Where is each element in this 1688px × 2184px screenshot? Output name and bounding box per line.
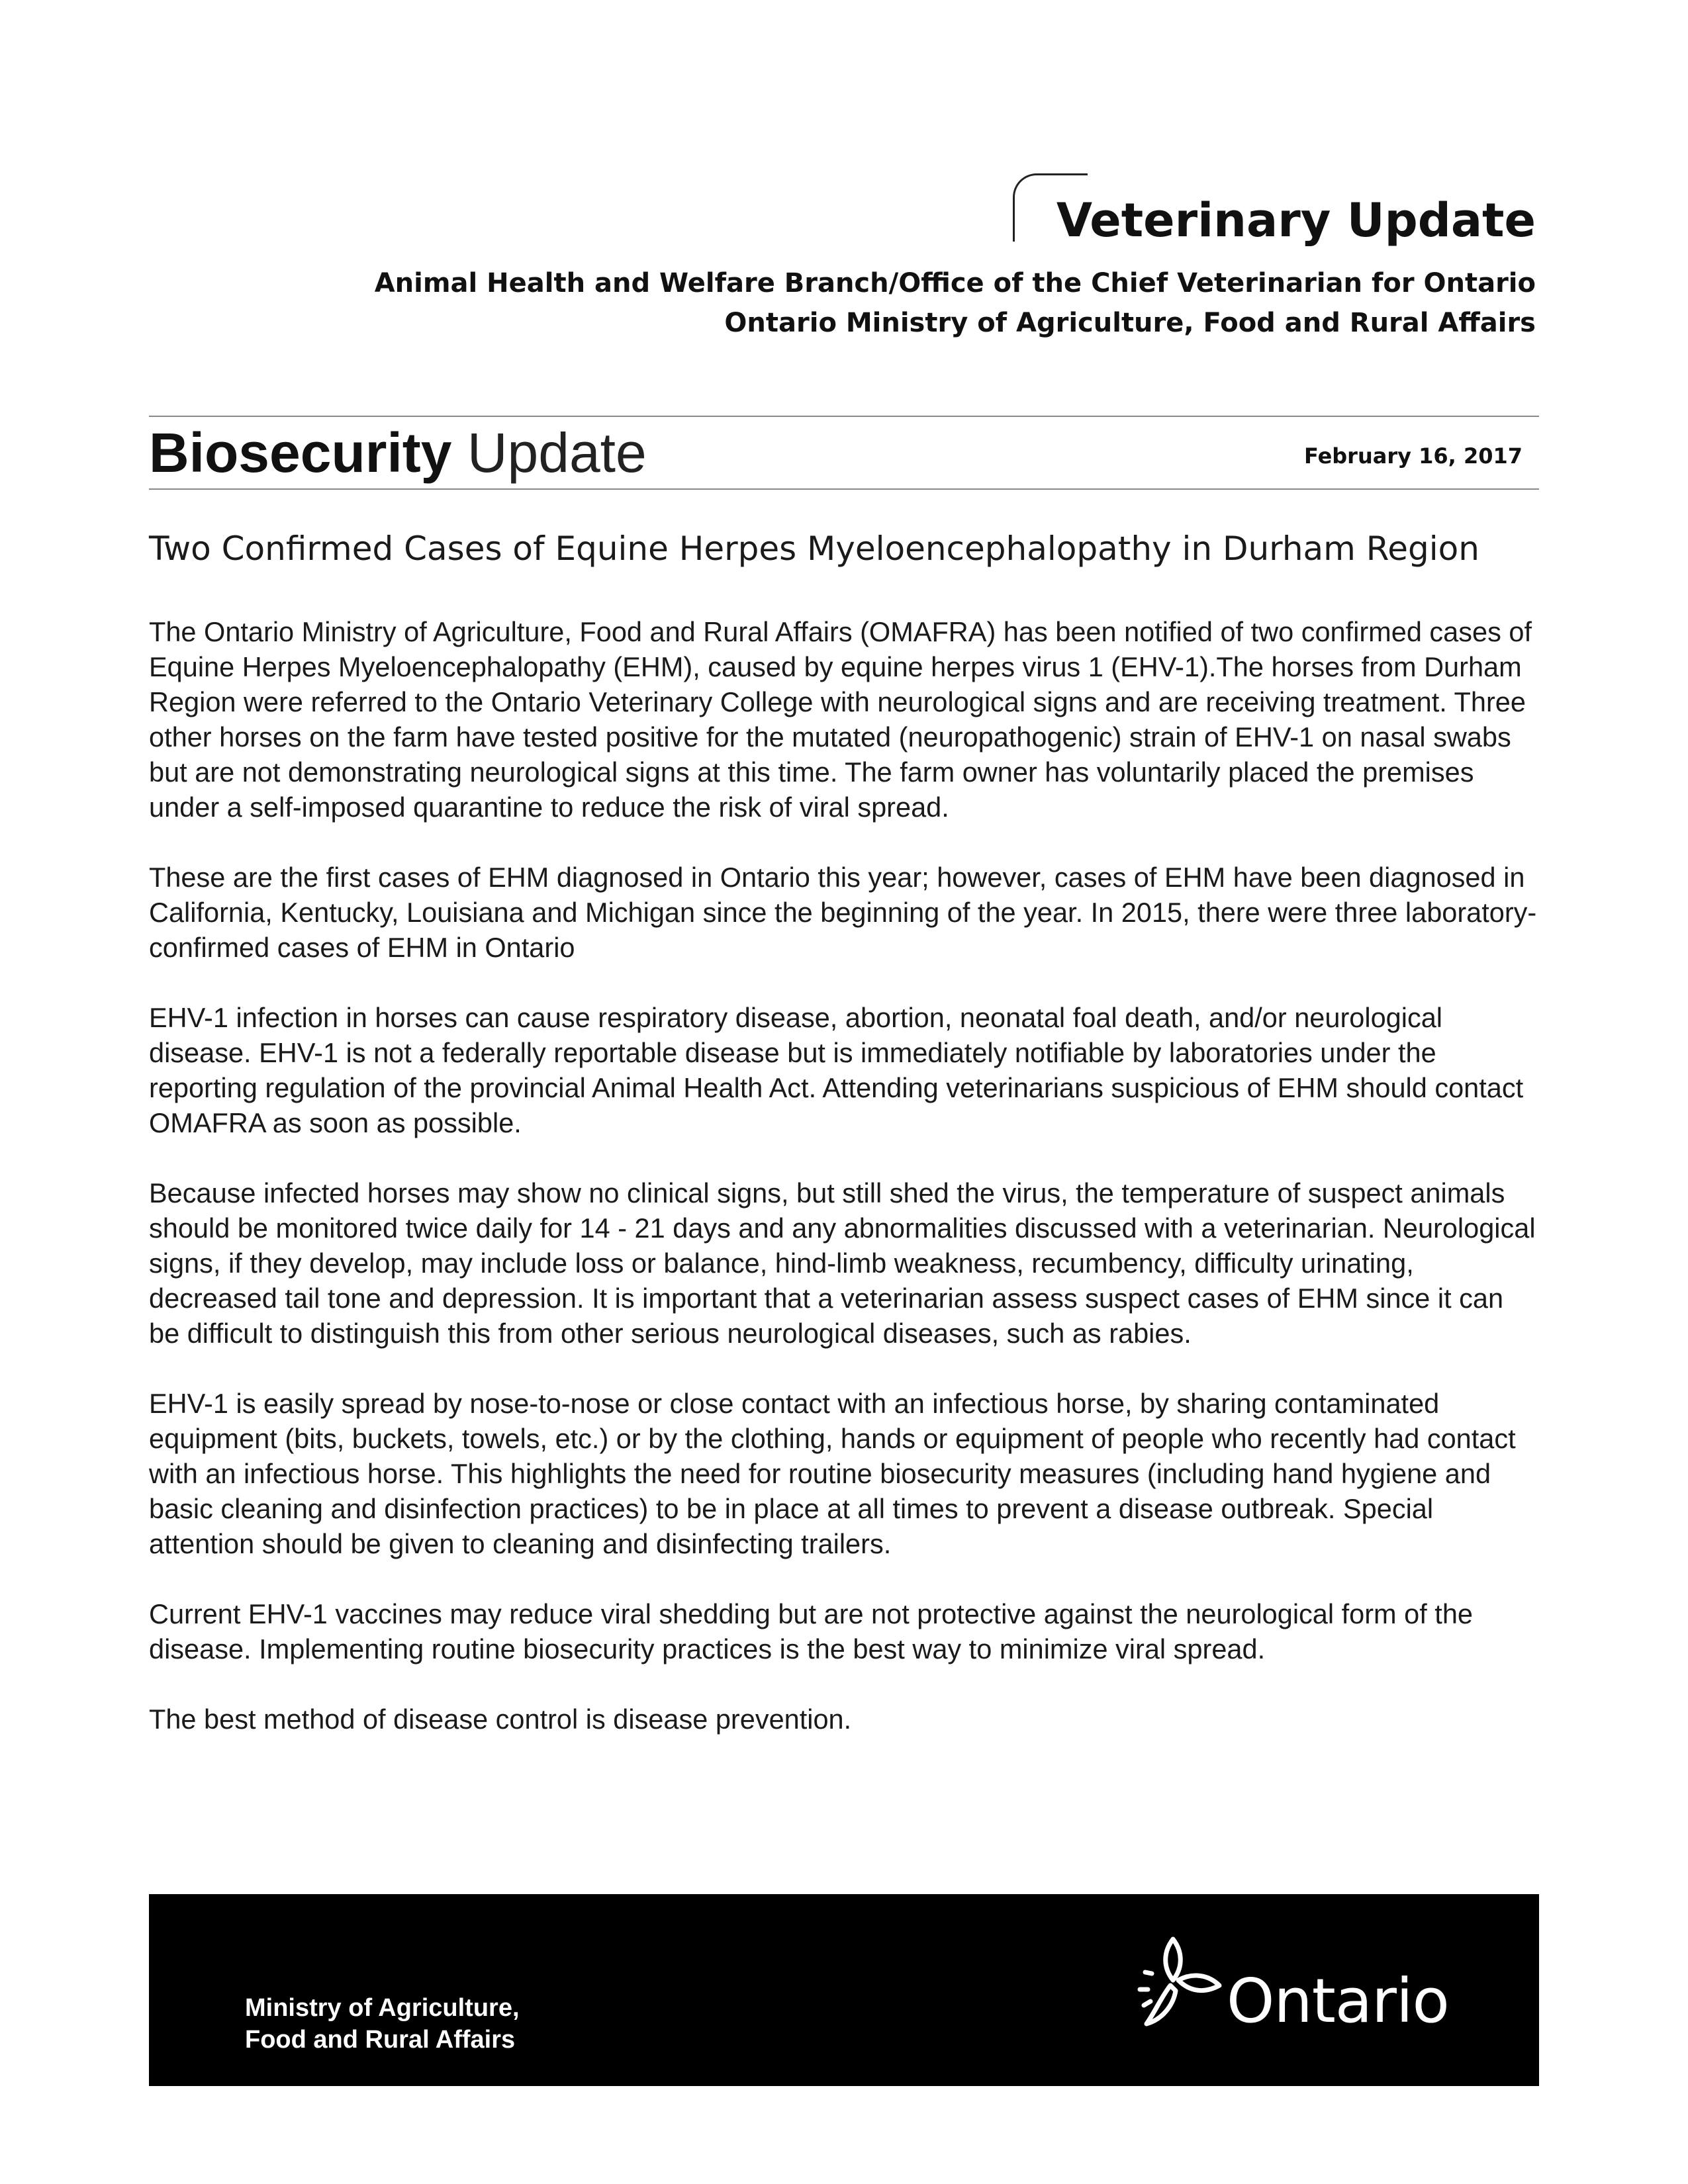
paragraph: The best method of disease control is disease prevention. xyxy=(149,1704,852,1735)
article-headline: Two Confirmed Cases of Equine Herpes Myeloencephalopathy in Durham Region xyxy=(149,529,1479,568)
paragraph: Current EHV-1 vaccines may reduce viral shedding but are not protective against the neurological form of the disease. Implementing routine biosecurity practices is the best way to minimize viral spread. xyxy=(149,1598,1473,1664)
paragraph: The Ontario Ministry of Agriculture, Food and Rural Affairs (OMAFRA) has been notified of two confirmed cases of Equine Herpes Myeloencephalopathy (EHM), caused by equine herpes virus 1 (EHV-1).The horses from Durham Region were referred to the Ontario Veterinary College with neurological signs and are receiving treatment. Three other horses on the farm have tested positive for the mutated (neuropathogenic) strain of EHV-1 on nasal swabs but are not demonstrating neurological signs at this time. The farm owner has voluntarily placed the premises under a self-imposed quarantine to reduce the risk of viral spread. xyxy=(149,616,1532,823)
footer-ministry-name xyxy=(245,1992,520,2056)
paragraph: Because infected horses may show no clinical signs, but still shed the virus, the temperature of suspect animals should be monitored twice daily for 14 - 21 days and any abnormalities discussed with a veterinarian. Neurological signs, if they develop, may include loss or balance, hind-limb weakness, recumbency, difficulty urinating, decreased tail tone and depression. It is important that a veterinarian assess suspect cases of EHM since it can be difficult to distinguish this from other serious neurological diseases, such as rabies. xyxy=(149,1177,1536,1349)
footer-banner xyxy=(149,1894,1539,2086)
footer-ministry-line: Ministry of Agriculture, xyxy=(245,1994,520,2022)
publication-title: Veterinary Update xyxy=(1056,193,1536,248)
banner-title-light: Update xyxy=(467,422,647,484)
banner-top-rule xyxy=(149,416,1539,417)
ontario-wordmark: Ontario xyxy=(1227,1966,1449,2036)
trillium-icon xyxy=(1132,1933,1225,2032)
paragraph: EHV-1 is easily spread by nose-to-nose or close contact with an infectious horse, by sharing contaminated equipment (bits, buckets, towels, etc.) or by the clothing, hands or equipment of people who recently had contact with an infectious horse. This highlights the need for routine biosecurity measures (including hand hygiene and basic cleaning and disinfection practices) to be in place at all times to prevent a disease outbreak. Special attention should be given to cleaning and disinfecting trailers. xyxy=(149,1388,1516,1559)
footer-ministry-line: Food and Rural Affairs xyxy=(245,2026,516,2054)
issue-date: February 16, 2017 xyxy=(1304,443,1523,469)
branch-name: Animal Health and Welfare Branch/Office of the Chief Veterinarian for Ontario xyxy=(374,268,1536,298)
banner-bottom-rule xyxy=(149,488,1539,490)
article-body xyxy=(149,614,1539,1772)
ministry-name: Ontario Ministry of Agriculture, Food and Rural Affairs xyxy=(724,308,1536,338)
paragraph: These are the first cases of EHM diagnosed in Ontario this year; however, cases of EHM have been diagnosed in California, Kentucky, Louisiana and Michigan since the beginning of the year. In 2015, there were three laboratory-confirmed cases of EHM in Ontario xyxy=(149,862,1537,963)
banner-title-bold: Biosecurity xyxy=(149,422,452,484)
banner-title xyxy=(149,421,647,485)
paragraph: EHV-1 infection in horses can cause respiratory disease, abortion, neonatal foal death, and/or neurological disease. EHV-1 is not a federally reportable disease but is immediately notifiable by laboratories under the reporting regulation of the provincial Animal Health Act. Attending veterinarians suspicious of EHM should contact OMAFRA as soon as possible. xyxy=(149,1002,1524,1138)
